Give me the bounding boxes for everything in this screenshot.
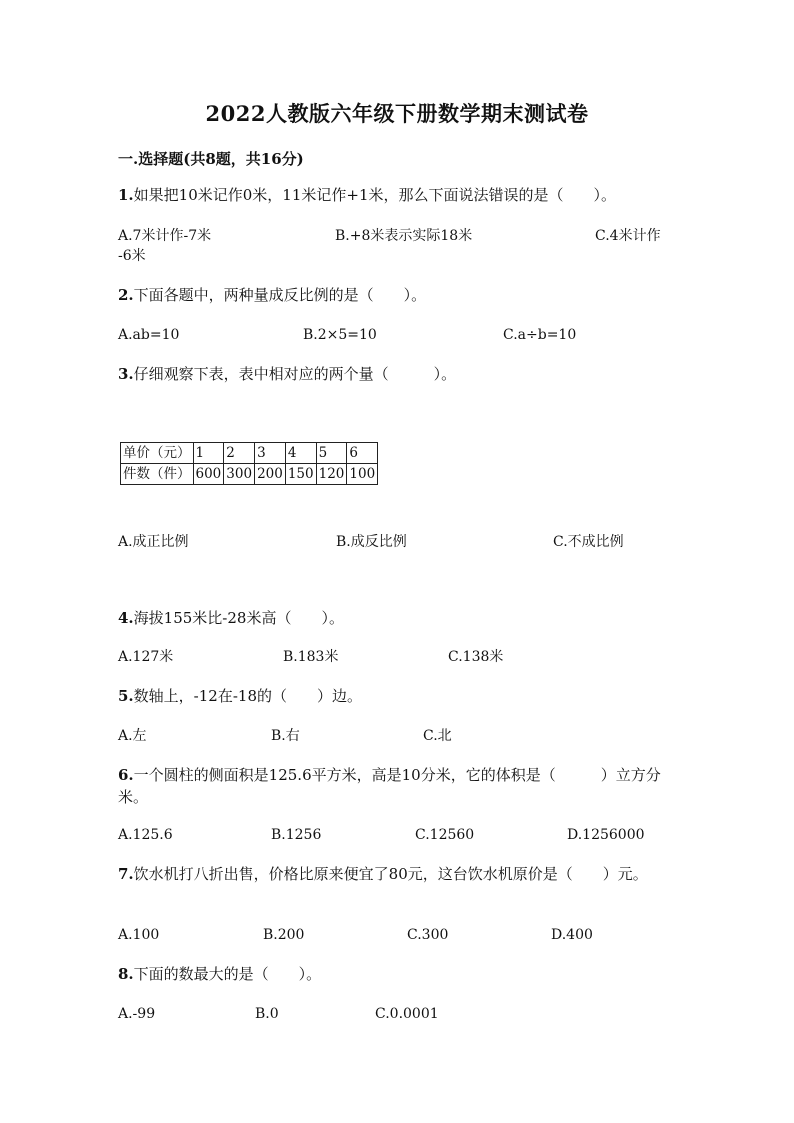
- question-4: [118, 607, 678, 629]
- table-cell: 100: [347, 464, 378, 485]
- question-number: 3.: [118, 365, 134, 383]
- question-6: [118, 764, 678, 808]
- option-c: C.北: [423, 728, 452, 744]
- option-a: A.左: [118, 728, 147, 744]
- option-c: C.4米计作: [595, 228, 661, 244]
- question-1: [118, 184, 678, 206]
- price-quantity-table: [120, 442, 378, 485]
- table-cell: 200: [255, 464, 286, 485]
- option-a: A.7米计作-7米: [118, 228, 212, 244]
- option-c-continued: -6米: [118, 248, 146, 264]
- table-cell: 2: [224, 443, 255, 464]
- option-d: D.400: [551, 927, 593, 943]
- option-c: C.138米: [448, 649, 504, 665]
- option-b: B.+8米表示实际18米: [335, 228, 473, 244]
- option-a: A.-99: [118, 1006, 156, 1022]
- option-c: C.12560: [415, 827, 475, 843]
- question-number: 1.: [118, 186, 134, 204]
- table-cell: 5: [316, 443, 347, 464]
- question-number: 4.: [118, 609, 134, 627]
- table-cell: 120: [316, 464, 347, 485]
- question-text: 海拔155米比-28米高（ ）。: [133, 609, 344, 627]
- option-b: B.成反比例: [336, 534, 407, 550]
- option-c: C.300: [407, 927, 449, 943]
- option-a: A.ab=10: [118, 327, 180, 343]
- question-number: 8.: [118, 965, 134, 983]
- option-b: B.200: [263, 927, 305, 943]
- question-number: 2.: [118, 286, 134, 304]
- question-text: 下面的数最大的是（ ）。: [133, 965, 322, 983]
- table-cell: 件数（件）: [121, 464, 194, 485]
- option-a: A.100: [118, 927, 160, 943]
- option-b: B.183米: [283, 649, 339, 665]
- option-a: A.125.6: [118, 827, 173, 843]
- option-a: A.成正比例: [118, 534, 189, 550]
- option-c: C.不成比例: [553, 534, 624, 550]
- option-c: C.a÷b=10: [503, 327, 577, 343]
- question-number: 7.: [118, 865, 134, 883]
- question-8: [118, 963, 678, 985]
- page-title: 2022人教版六年级下册数学期末测试卷: [205, 101, 589, 126]
- table-cell: 300: [224, 464, 255, 485]
- question-5: [118, 685, 678, 707]
- table-cell: 4: [285, 443, 316, 464]
- option-a: A.127米: [118, 649, 174, 665]
- question-7: [118, 863, 718, 885]
- question-text: 数轴上，-12在-18的（ ）边。: [133, 687, 362, 705]
- table-row: [121, 443, 378, 464]
- question-text: 饮水机打八折出售，价格比原来便宜了80元，这台饮水机原价是（ ）元。: [133, 865, 648, 883]
- question-text: 下面各题中，两种量成反比例的是（ ）。: [133, 286, 427, 304]
- option-b: B.1256: [271, 827, 322, 843]
- table-cell: 1: [193, 443, 224, 464]
- table-cell: 6: [347, 443, 378, 464]
- question-3: [118, 363, 678, 385]
- question-number: 5.: [118, 687, 134, 705]
- question-2: [118, 284, 678, 306]
- table-cell: 3: [255, 443, 286, 464]
- question-number: 6.: [118, 766, 134, 784]
- option-b: B.右: [271, 728, 300, 744]
- table-row: [121, 464, 378, 485]
- table-cell: 600: [193, 464, 224, 485]
- table-cell: 150: [285, 464, 316, 485]
- option-b: B.0: [255, 1006, 279, 1022]
- option-b: B.2×5=10: [303, 327, 377, 343]
- question-text: 一个圆柱的侧面积是125.6平方米，高是10分米，它的体积是（ ）立方分米。: [118, 766, 661, 806]
- option-d: D.1256000: [567, 827, 645, 843]
- question-text: 仔细观察下表，表中相对应的两个量（ ）。: [133, 365, 457, 383]
- section-heading: 一.选择题(共8题，共16分): [118, 150, 304, 168]
- option-c: C.0.0001: [375, 1006, 439, 1022]
- table-cell: 单价（元）: [121, 443, 194, 464]
- question-text: 如果把10米记作0米，11米记作+1米，那么下面说法错误的是（ ）。: [133, 186, 617, 204]
